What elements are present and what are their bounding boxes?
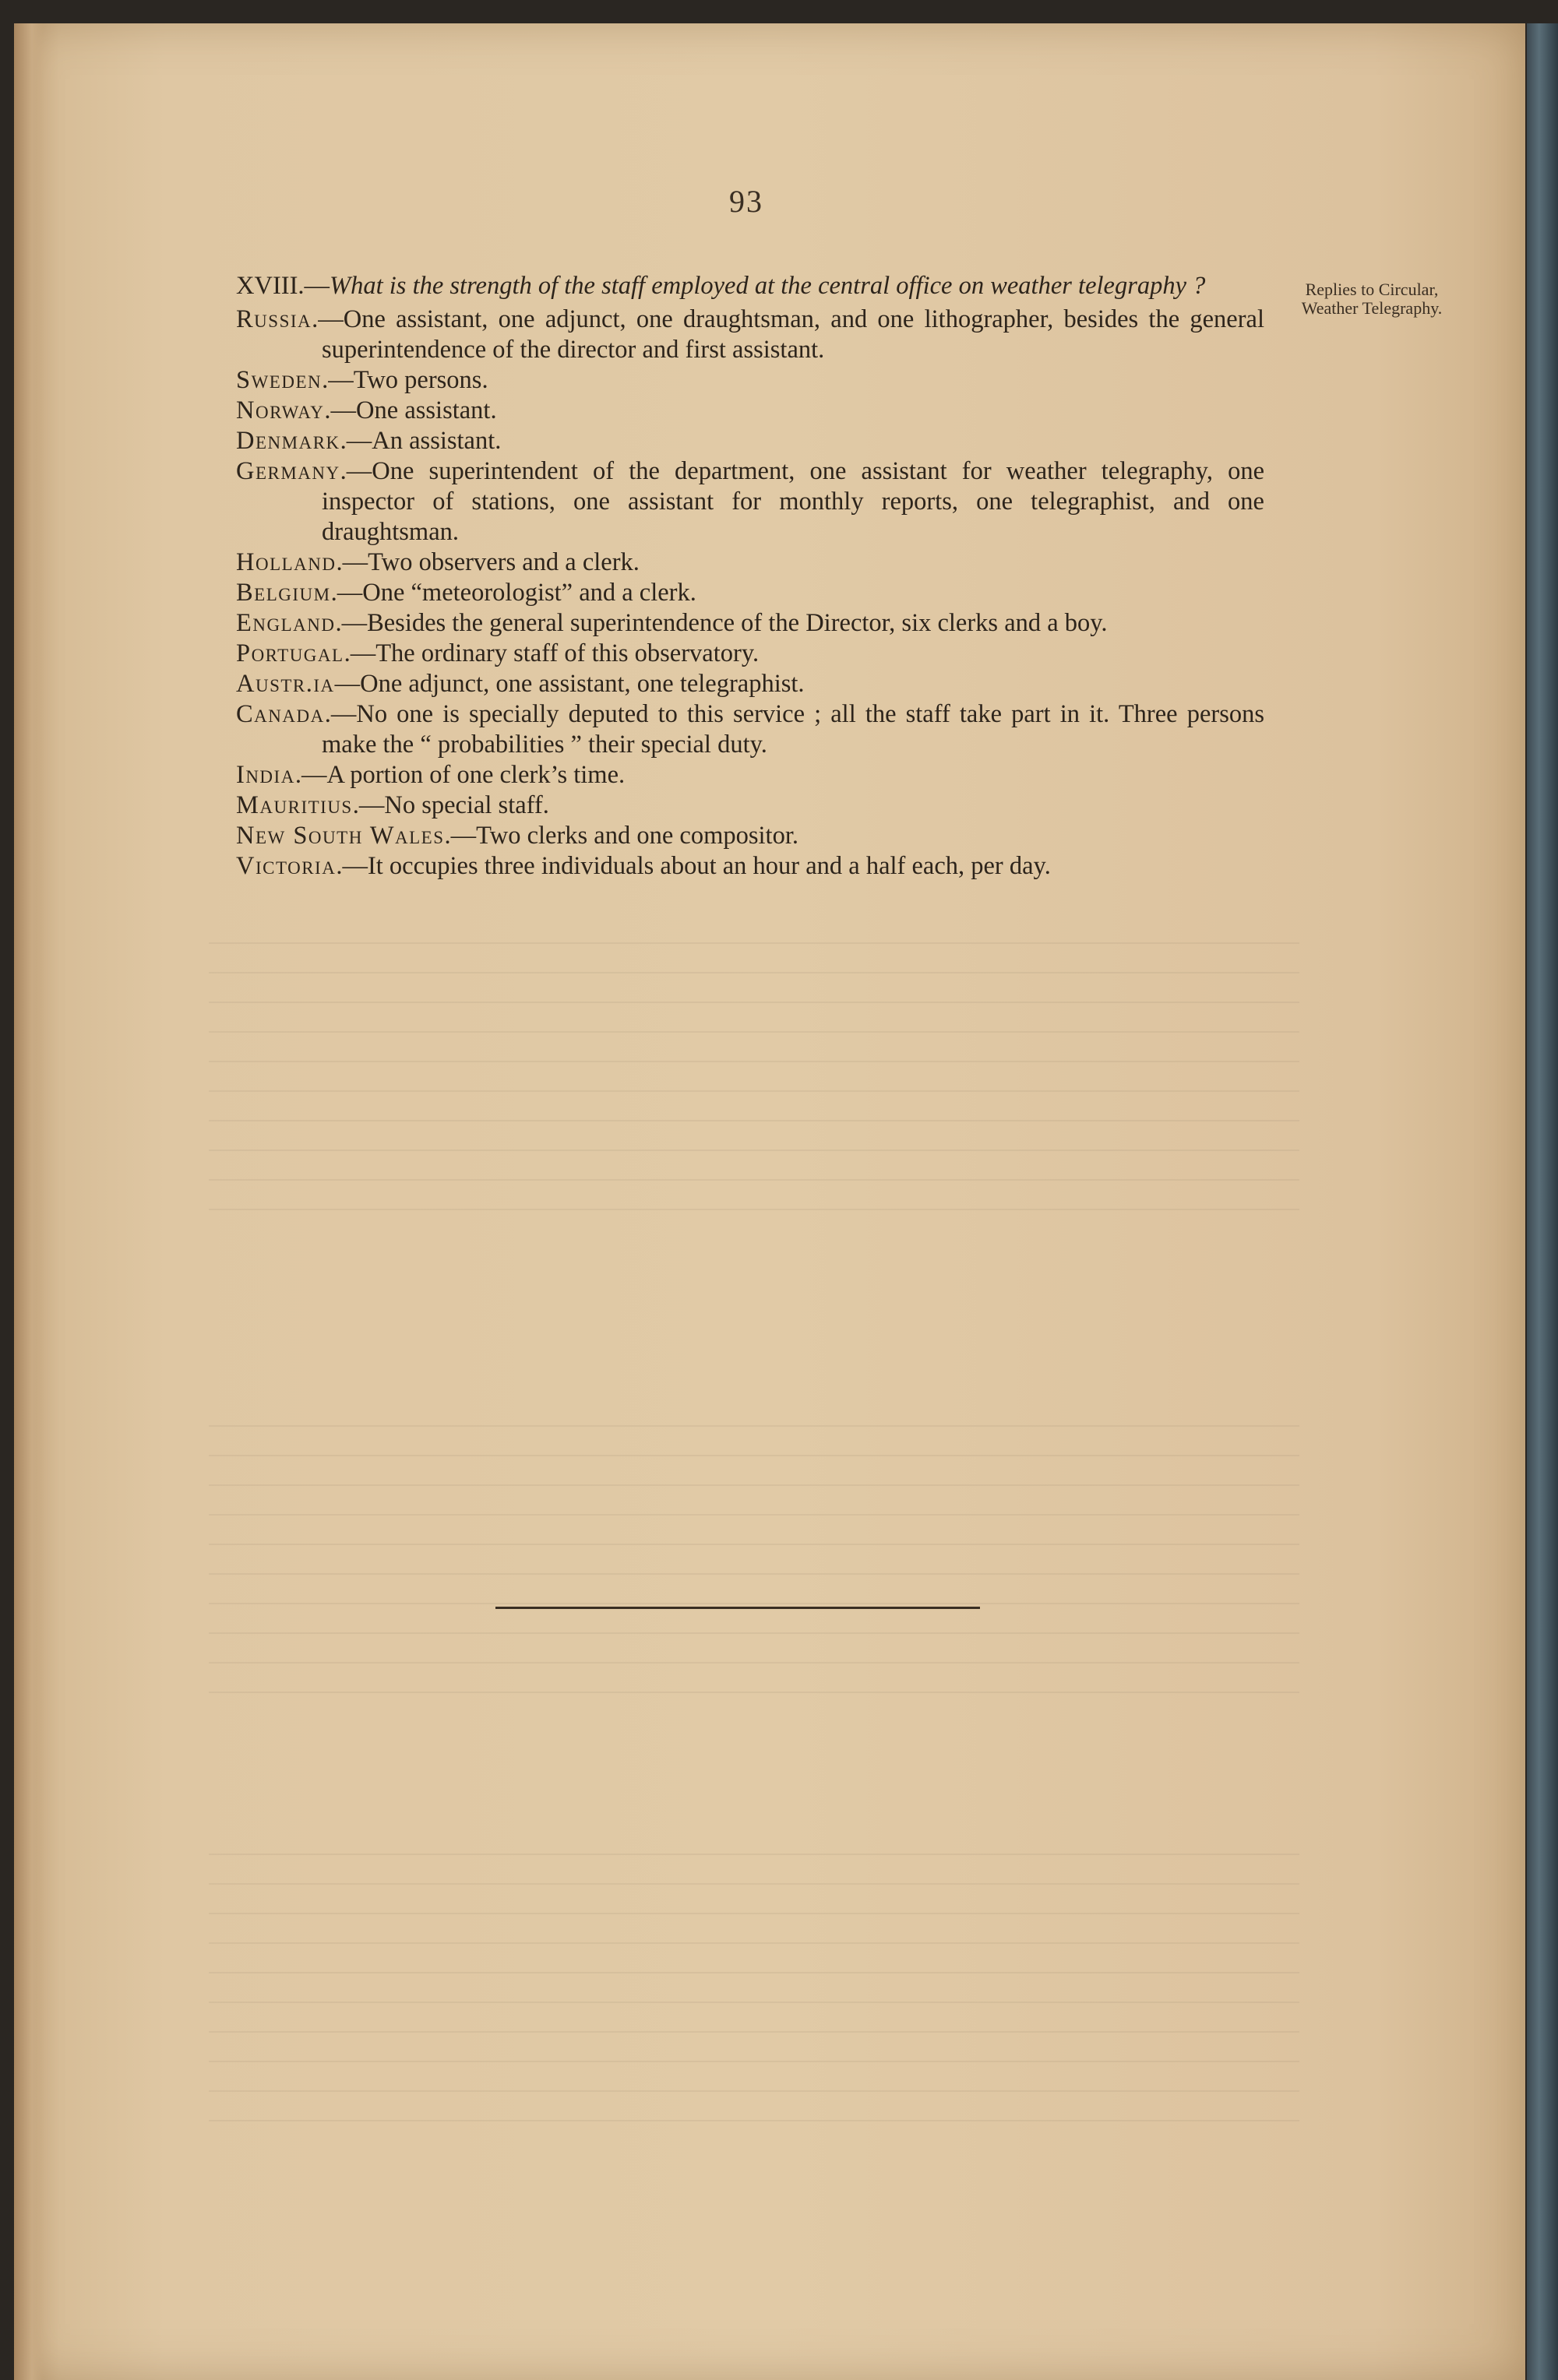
reply-entry xyxy=(236,608,1264,639)
book-page xyxy=(14,23,1525,2380)
reply-entry xyxy=(236,760,1264,790)
reply-text: .—One assistant, one adjunct, one draughtsman, and one lithographer, besides the general superintendence of the director and first assistant. xyxy=(312,305,1264,364)
show-through-text xyxy=(209,1854,1299,2134)
reply-text: .—An assistant. xyxy=(340,427,502,455)
page-number: 93 xyxy=(729,184,763,219)
reply-text: .—Two persons. xyxy=(322,366,488,394)
reply-entry xyxy=(236,699,1264,760)
reply-entry xyxy=(236,578,1264,608)
country-name: Denmark xyxy=(236,427,340,455)
reply-entry xyxy=(236,669,1264,699)
reply-entry xyxy=(236,365,1264,396)
country-name: Holland xyxy=(236,548,337,576)
reply-text: —One adjunct, one assistant, one telegraphist. xyxy=(334,670,805,698)
section-divider xyxy=(495,1607,980,1609)
binding-edge xyxy=(14,23,44,2380)
page-content xyxy=(236,271,1264,882)
reply-text: .—One superintendent of the department, one assistant for weather telegraphy, one inspector of stations, one assistant for monthly reports, one telegraphist, and one draughtsman. xyxy=(322,457,1264,546)
reply-text: .—One assistant. xyxy=(324,396,497,424)
reply-entry xyxy=(236,396,1264,426)
reply-text: .—One “meteorologist” and a clerk. xyxy=(330,579,696,607)
reply-entry xyxy=(236,851,1264,882)
reply-entry xyxy=(236,790,1264,821)
question-number: XVIII.— xyxy=(236,272,330,300)
country-name: Germany xyxy=(236,457,340,485)
country-name: Portugal xyxy=(236,639,344,667)
reply-entry xyxy=(236,456,1264,547)
book-cover-edge xyxy=(1527,23,1558,2380)
country-name: England xyxy=(236,609,336,637)
question-heading xyxy=(236,271,1264,301)
question-text: What is the strength of the staff employed at the central office on weather telegraphy ? xyxy=(330,272,1206,300)
reply-entry xyxy=(236,821,1264,851)
reply-text: .—Two observers and a clerk. xyxy=(336,548,640,576)
reply-text: .—Two clerks and one compositor. xyxy=(444,822,798,850)
reply-text: .—No one is specially deputed to this service ; all the staff take part in it. Three persons make the “ probabilities ” their special duty. xyxy=(322,700,1264,759)
reply-text: .—Besides the general superintendence of the Director, six clerks and a boy. xyxy=(335,609,1108,637)
reply-entry xyxy=(236,305,1264,365)
country-name: Canada xyxy=(236,700,325,728)
reply-text: .—It occupies three individuals about an hour and a half each, per day. xyxy=(336,852,1051,880)
reply-entry xyxy=(236,547,1264,578)
country-name: India xyxy=(236,761,295,789)
country-name: Russia xyxy=(236,305,312,333)
reply-entry xyxy=(236,426,1264,456)
country-name: Austr.ia xyxy=(236,670,335,698)
country-name: Belgium xyxy=(236,579,331,607)
reply-text: .—The ordinary staff of this observatory. xyxy=(344,639,760,667)
reply-list xyxy=(236,305,1264,882)
country-name: New South Wales xyxy=(236,822,445,850)
reply-text: .—A portion of one clerk’s time. xyxy=(294,761,626,789)
reply-text: .—No special staff. xyxy=(352,791,549,819)
country-name: Sweden xyxy=(236,366,323,394)
country-name: Mauritius xyxy=(236,791,353,819)
reply-entry xyxy=(236,639,1264,669)
margin-note: Replies to Circular, Weather Telegraphy. xyxy=(1301,280,1443,318)
country-name: Norway xyxy=(236,396,325,424)
show-through-text xyxy=(209,942,1299,1223)
show-through-text xyxy=(209,1425,1299,1706)
country-name: Victoria xyxy=(236,852,337,880)
